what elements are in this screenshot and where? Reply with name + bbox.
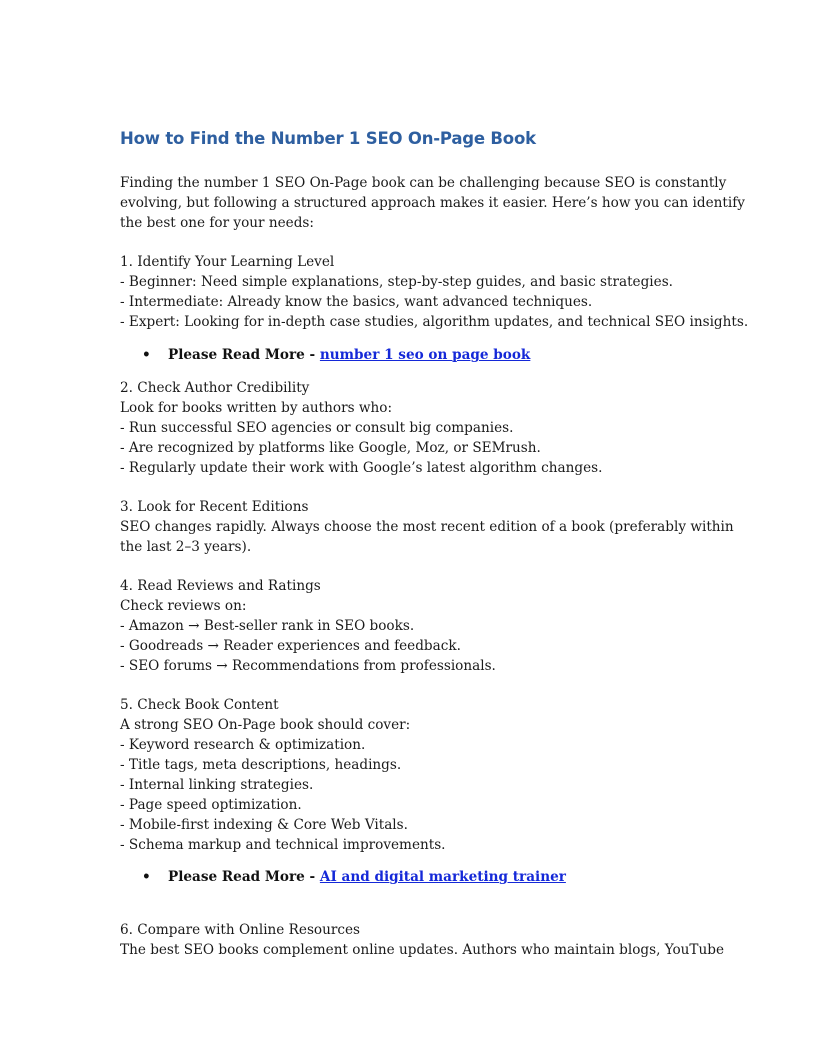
text-line: - Intermediate: Already know the basics, want advanced techniques. bbox=[120, 294, 593, 310]
text-line: A strong SEO On-Page book should cover: bbox=[120, 717, 411, 733]
text-line: - Expert: Looking for in-depth case studies, algorithm updates, and technical SEO insights. bbox=[120, 314, 749, 330]
text-line: - Beginner: Need simple explanations, step-by-step guides, and basic strategies. bbox=[120, 274, 673, 290]
text-line: - Regularly update their work with Google’s latest algorithm changes. bbox=[120, 460, 603, 476]
section-reviews-ratings bbox=[120, 576, 700, 676]
section-learning-level bbox=[120, 252, 749, 332]
read-more-label: Please Read More - bbox=[168, 869, 320, 885]
section-online-resources bbox=[120, 920, 725, 960]
text-line: Finding the number 1 SEO On-Page book can be challenging because SEO is constantly bbox=[120, 175, 727, 191]
trainer-link[interactable]: AI and digital marketing trainer bbox=[319, 869, 566, 885]
text-line: Look for books written by authors who: bbox=[120, 400, 393, 416]
text-line: - Are recognized by platforms like Google, Moz, or SEMrush. bbox=[120, 440, 541, 456]
text-line: - SEO forums → Recommendations from professionals. bbox=[120, 658, 496, 674]
text-line: evolving, but following a structured approach makes it easier. Here’s how you can identify bbox=[120, 195, 745, 211]
text-line: - Mobile-first indexing & Core Web Vitals. bbox=[120, 817, 408, 833]
bullet-icon: • bbox=[142, 347, 151, 363]
section-recent-editions bbox=[120, 497, 734, 557]
section-heading: 4. Read Reviews and Ratings bbox=[120, 578, 321, 594]
text-line: Check reviews on: bbox=[120, 598, 247, 614]
section-heading: 3. Look for Recent Editions bbox=[120, 499, 309, 515]
text-line: The best SEO books complement online updates. Authors who maintain blogs, YouTube bbox=[120, 942, 725, 958]
read-more-label: Please Read More - bbox=[168, 347, 320, 363]
text-line: - Internal linking strategies. bbox=[120, 777, 314, 793]
section-book-content bbox=[120, 695, 700, 855]
bullet-icon: • bbox=[142, 869, 151, 885]
text-line: SEO changes rapidly. Always choose the most recent edition of a book (preferably within bbox=[120, 519, 734, 535]
section-heading: 6. Compare with Online Resources bbox=[120, 922, 361, 938]
text-line: the best one for your needs: bbox=[120, 215, 314, 231]
section-heading: 1. Identify Your Learning Level bbox=[120, 254, 335, 270]
text-line: - Goodreads → Reader experiences and feedback. bbox=[120, 638, 461, 654]
read-more-text bbox=[168, 867, 566, 887]
read-more-text bbox=[168, 345, 530, 365]
intro-paragraph bbox=[120, 173, 745, 233]
text-line: - Amazon → Best-seller rank in SEO books. bbox=[120, 618, 415, 634]
section-author-credibility bbox=[120, 378, 700, 478]
text-line: the last 2–3 years). bbox=[120, 539, 252, 555]
text-line: - Keyword research & optimization. bbox=[120, 737, 366, 753]
text-line: - Page speed optimization. bbox=[120, 797, 302, 813]
section-heading: 5. Check Book Content bbox=[120, 697, 279, 713]
text-line: - Run successful SEO agencies or consult big companies. bbox=[120, 420, 514, 436]
seo-book-link[interactable]: number 1 seo on page book bbox=[319, 347, 531, 363]
text-line: - Title tags, meta descriptions, headings. bbox=[120, 757, 402, 773]
text-line: - Schema markup and technical improvements. bbox=[120, 837, 446, 853]
section-heading: 2. Check Author Credibility bbox=[120, 380, 310, 396]
page-title: How to Find the Number 1 SEO On-Page Book bbox=[120, 129, 536, 148]
